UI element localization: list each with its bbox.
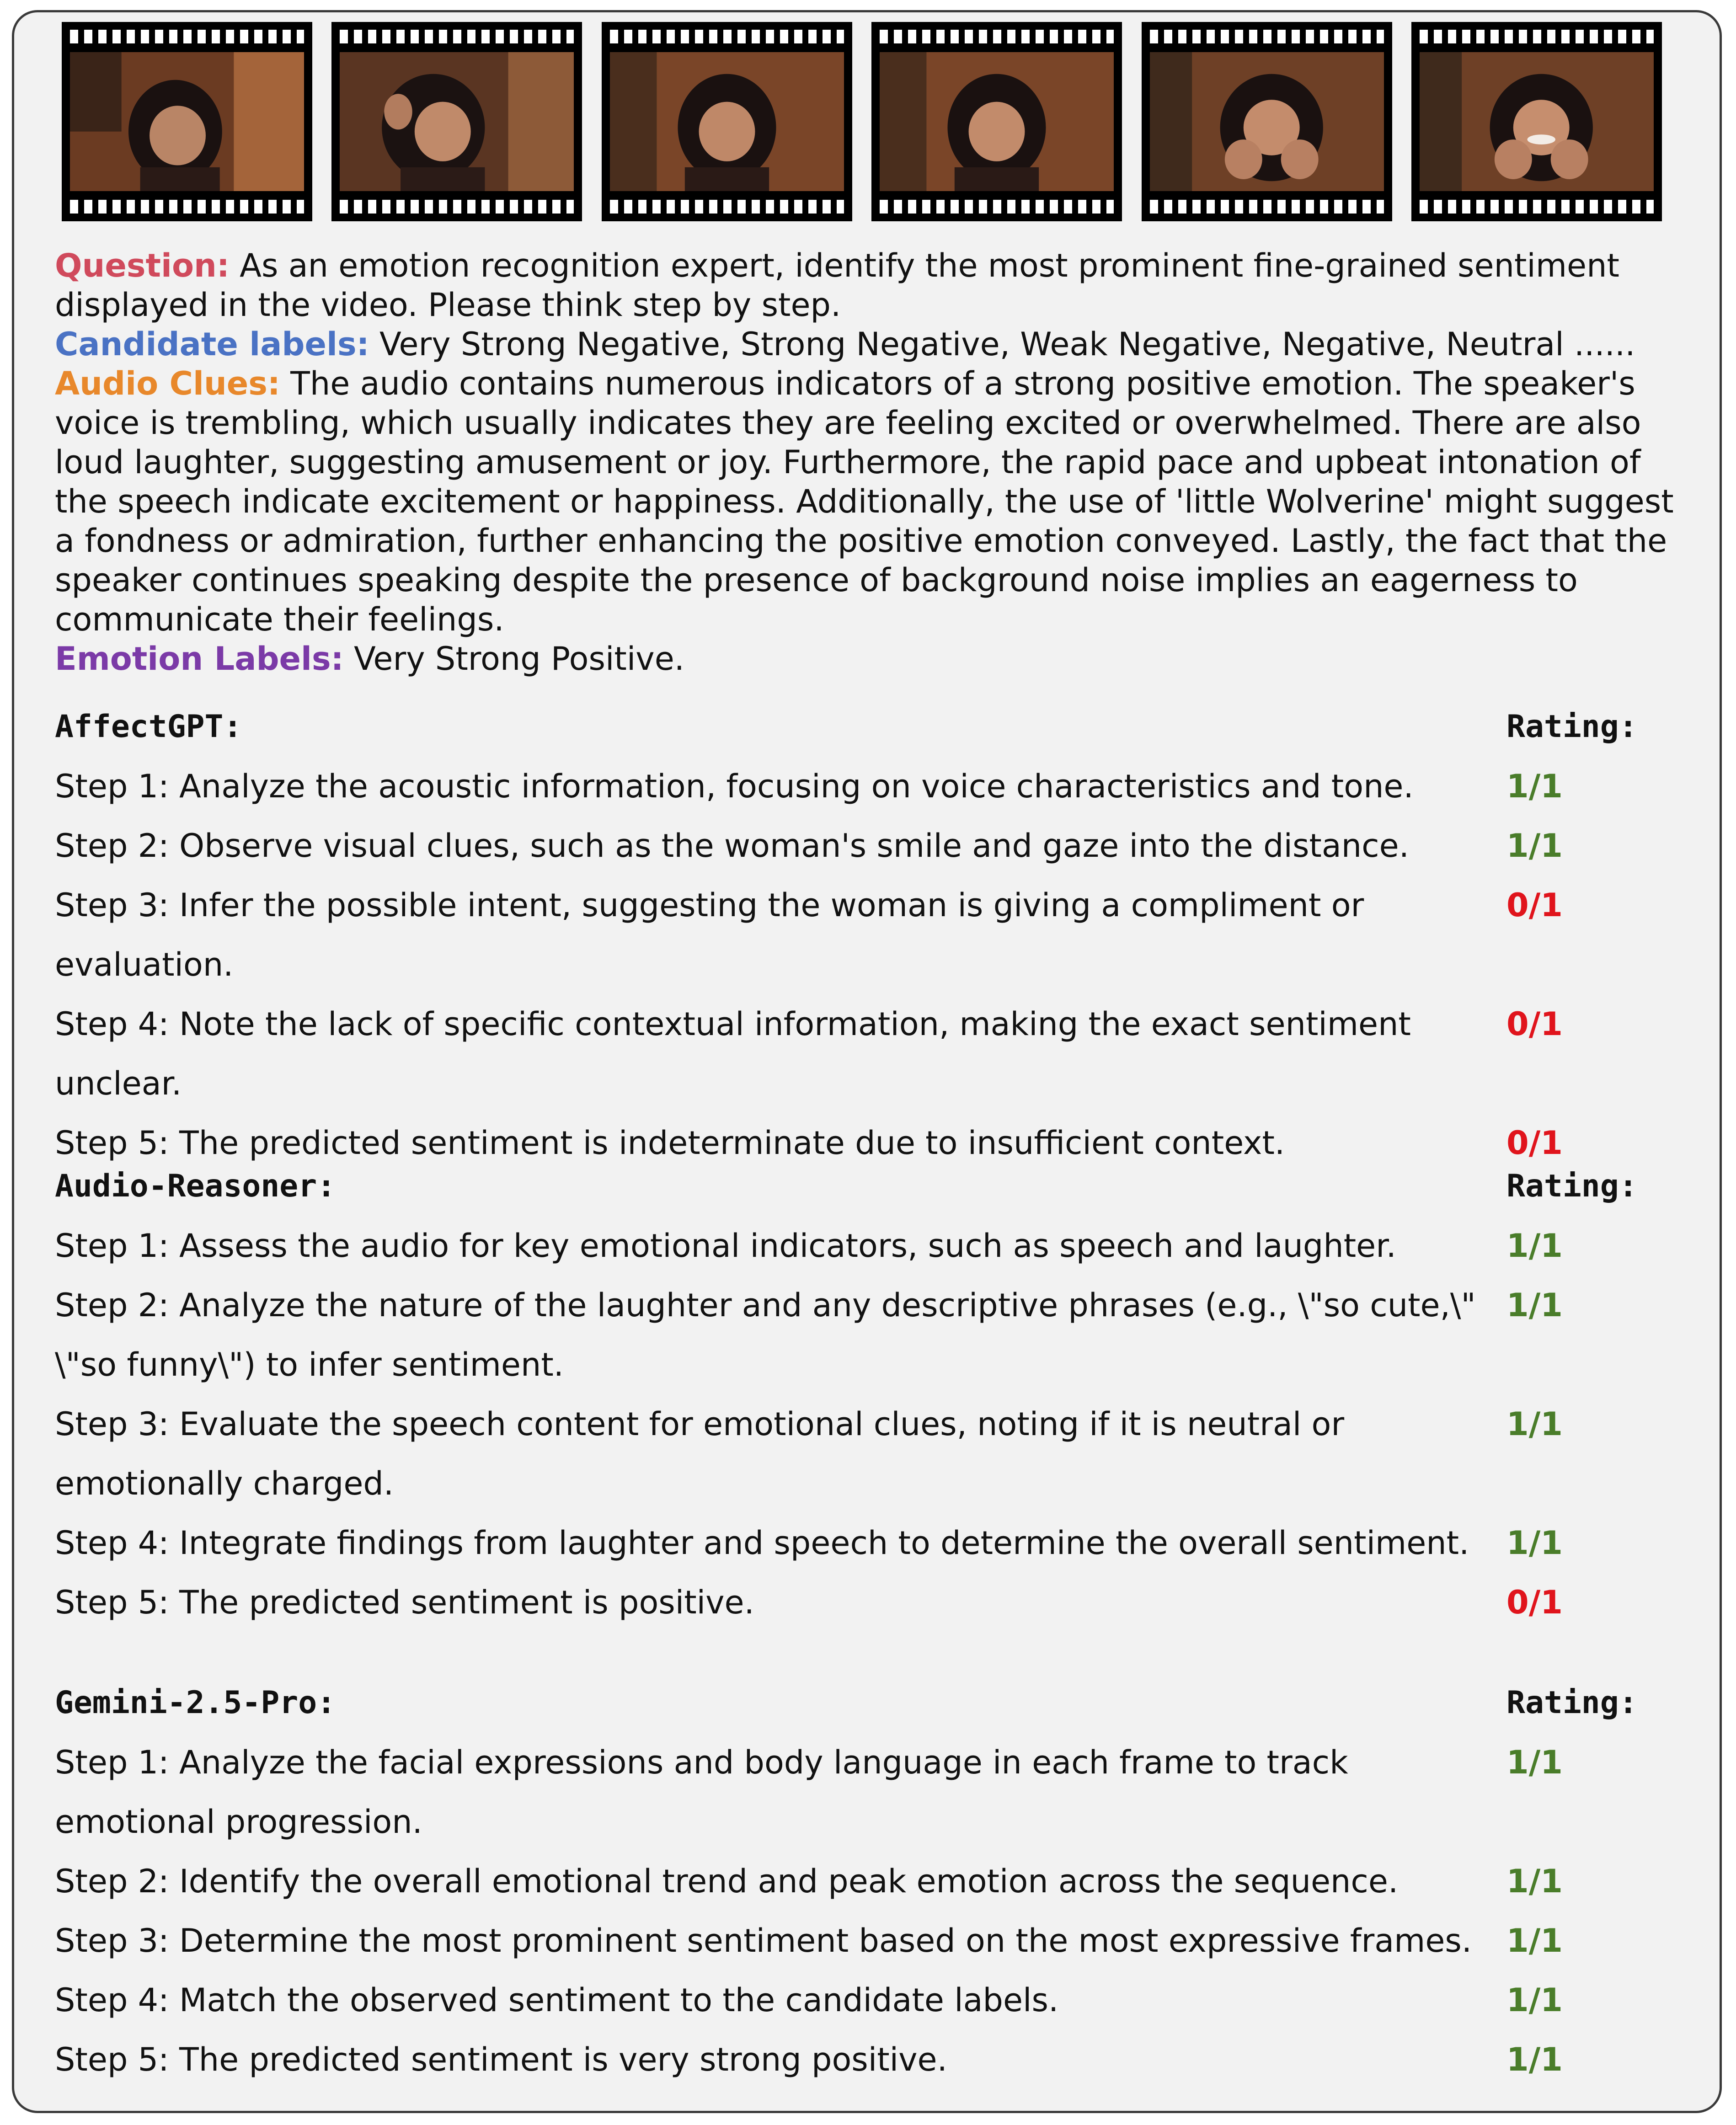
reasoning-step-text: Step 4: Match the observed sentiment to the candidate labels.: [55, 1981, 1059, 2019]
model-name: Audio-Reasoner:: [55, 1168, 336, 1204]
step-rating: 1/1: [1506, 1287, 1563, 1324]
video-frame: [1411, 22, 1662, 221]
video-filmstrip: [62, 22, 1662, 221]
model-header-row: [55, 1673, 1683, 1733]
reasoning-step-text: Step 5: The predicted sentiment is indeterminate due to insufficient context.: [55, 1124, 1285, 1162]
model-section: [55, 1157, 1683, 1632]
reasoning-step-text: Step 2: Identify the overall emotional trend and peak emotion across the sequence.: [55, 1863, 1399, 1900]
reasoning-step-text: Step 1: Assess the audio for key emotional indicators, such as speech and laughter.: [55, 1227, 1396, 1265]
candidate-labels-label: Candidate labels:: [55, 326, 369, 363]
reasoning-step-row: [55, 1276, 1683, 1394]
reasoning-step-text: Step 4: Integrate findings from laughter and speech to determine the overall sentiment.: [55, 1524, 1469, 1562]
reasoning-step-text: Step 5: The predicted sentiment is positive.: [55, 1584, 754, 1621]
reasoning-step-text: Step 5: The predicted sentiment is very strong positive.: [55, 2041, 947, 2078]
reasoning-step-row: [55, 757, 1683, 816]
reasoning-step-row: [55, 816, 1683, 876]
video-frame: [62, 22, 312, 221]
question-label: Question:: [55, 247, 230, 284]
reasoning-step-text: Step 2: Observe visual clues, such as the woman's smile and gaze into the distance.: [55, 827, 1409, 865]
rating-header: Rating:: [1506, 709, 1638, 745]
reasoning-step-text: Step 3: Determine the most prominent sentiment based on the most expressive frames.: [55, 1922, 1472, 1959]
video-frame: [602, 22, 852, 221]
question-text: As an emotion recognition expert, identify the most prominent fine-grained sentiment displayed in the video. Please think step by step.: [55, 247, 1619, 324]
audio-clues-text: The audio contains numerous indicators of a strong positive emotion. The speaker's voice is trembling, which usually indicates they are feeling excited or overwhelmed. There are also loud laughter, suggesting amusement or joy. Furthermore, the rapid pace and upbeat intonation of the speech indicate excitement or happiness. Additionally, the use of 'little Wolverine' might suggest a fondness or admiration, further enhancing the positive emotion conveyed. Lastly, the fact that the speaker continues speaking despite the presence of background noise implies an eagerness to communicate their feelings.: [55, 365, 1674, 638]
reasoning-step-row: [55, 1216, 1683, 1276]
step-rating: 1/1: [1506, 1405, 1563, 1443]
rating-header: Rating:: [1506, 1685, 1638, 1721]
step-rating: 0/1: [1506, 1005, 1563, 1043]
reasoning-step-text: Step 1: Analyze the acoustic information, focusing on voice characteristics and tone.: [55, 768, 1414, 805]
reasoning-step-row: [55, 2030, 1683, 2089]
reasoning-step-text: Step 1: Analyze the facial expressions and body language in each frame to track emotional progression.: [55, 1744, 1348, 1841]
model-name: AffectGPT:: [55, 709, 242, 745]
model-header-row: [55, 1157, 1683, 1216]
reasoning-step-text: Step 3: Infer the possible intent, suggesting the woman is giving a compliment or evaluation.: [55, 886, 1364, 983]
reasoning-step-row: [55, 994, 1683, 1113]
step-rating: 1/1: [1506, 1744, 1563, 1781]
reasoning-step-text: Step 2: Analyze the nature of the laughter and any descriptive phrases (e.g., \"so cute,\" \"so funny\") to infer sentiment.: [55, 1287, 1476, 1383]
model-section: [55, 1673, 1683, 2089]
emotion-labels-label: Emotion Labels:: [55, 640, 344, 678]
model-header-row: [55, 697, 1683, 757]
step-rating: 1/1: [1506, 827, 1563, 865]
step-rating: 1/1: [1506, 768, 1563, 805]
reasoning-step-row: [55, 1733, 1683, 1852]
audio-clues-label: Audio Clues:: [55, 365, 280, 402]
model-name: Gemini-2.5-Pro:: [55, 1685, 336, 1721]
step-rating: 0/1: [1506, 1124, 1563, 1162]
step-rating: 1/1: [1506, 1524, 1563, 1562]
emotion-labels-text: Very Strong Positive.: [353, 640, 685, 678]
step-rating: 1/1: [1506, 2041, 1563, 2078]
reasoning-step-row: [55, 1513, 1683, 1573]
reasoning-step-row: [55, 1394, 1683, 1513]
reasoning-step-text: Step 3: Evaluate the speech content for emotional clues, noting if it is neutral or emotionally charged.: [55, 1405, 1345, 1502]
reasoning-step-text: Step 4: Note the lack of specific contextual information, making the exact sentiment unclear.: [55, 1005, 1411, 1102]
step-rating: 1/1: [1506, 1981, 1563, 2019]
reasoning-step-row: [55, 1911, 1683, 1970]
reasoning-step-row: [55, 1573, 1683, 1632]
video-frame: [871, 22, 1122, 221]
reasoning-step-row: [55, 1852, 1683, 1911]
candidate-labels-text: Very Strong Negative, Strong Negative, Weak Negative, Negative, Neutral ......: [379, 326, 1635, 363]
step-rating: 1/1: [1506, 1922, 1563, 1959]
step-rating: 1/1: [1506, 1227, 1563, 1265]
rating-header: Rating:: [1506, 1168, 1638, 1204]
question-block: [55, 246, 1683, 678]
step-rating: 0/1: [1506, 1584, 1563, 1621]
step-rating: 0/1: [1506, 886, 1563, 924]
reasoning-step-row: [55, 876, 1683, 994]
video-frame: [1142, 22, 1392, 221]
step-rating: 1/1: [1506, 1863, 1563, 1900]
reasoning-step-row: [55, 1970, 1683, 2030]
video-frame: [331, 22, 582, 221]
model-section: [55, 697, 1683, 1173]
